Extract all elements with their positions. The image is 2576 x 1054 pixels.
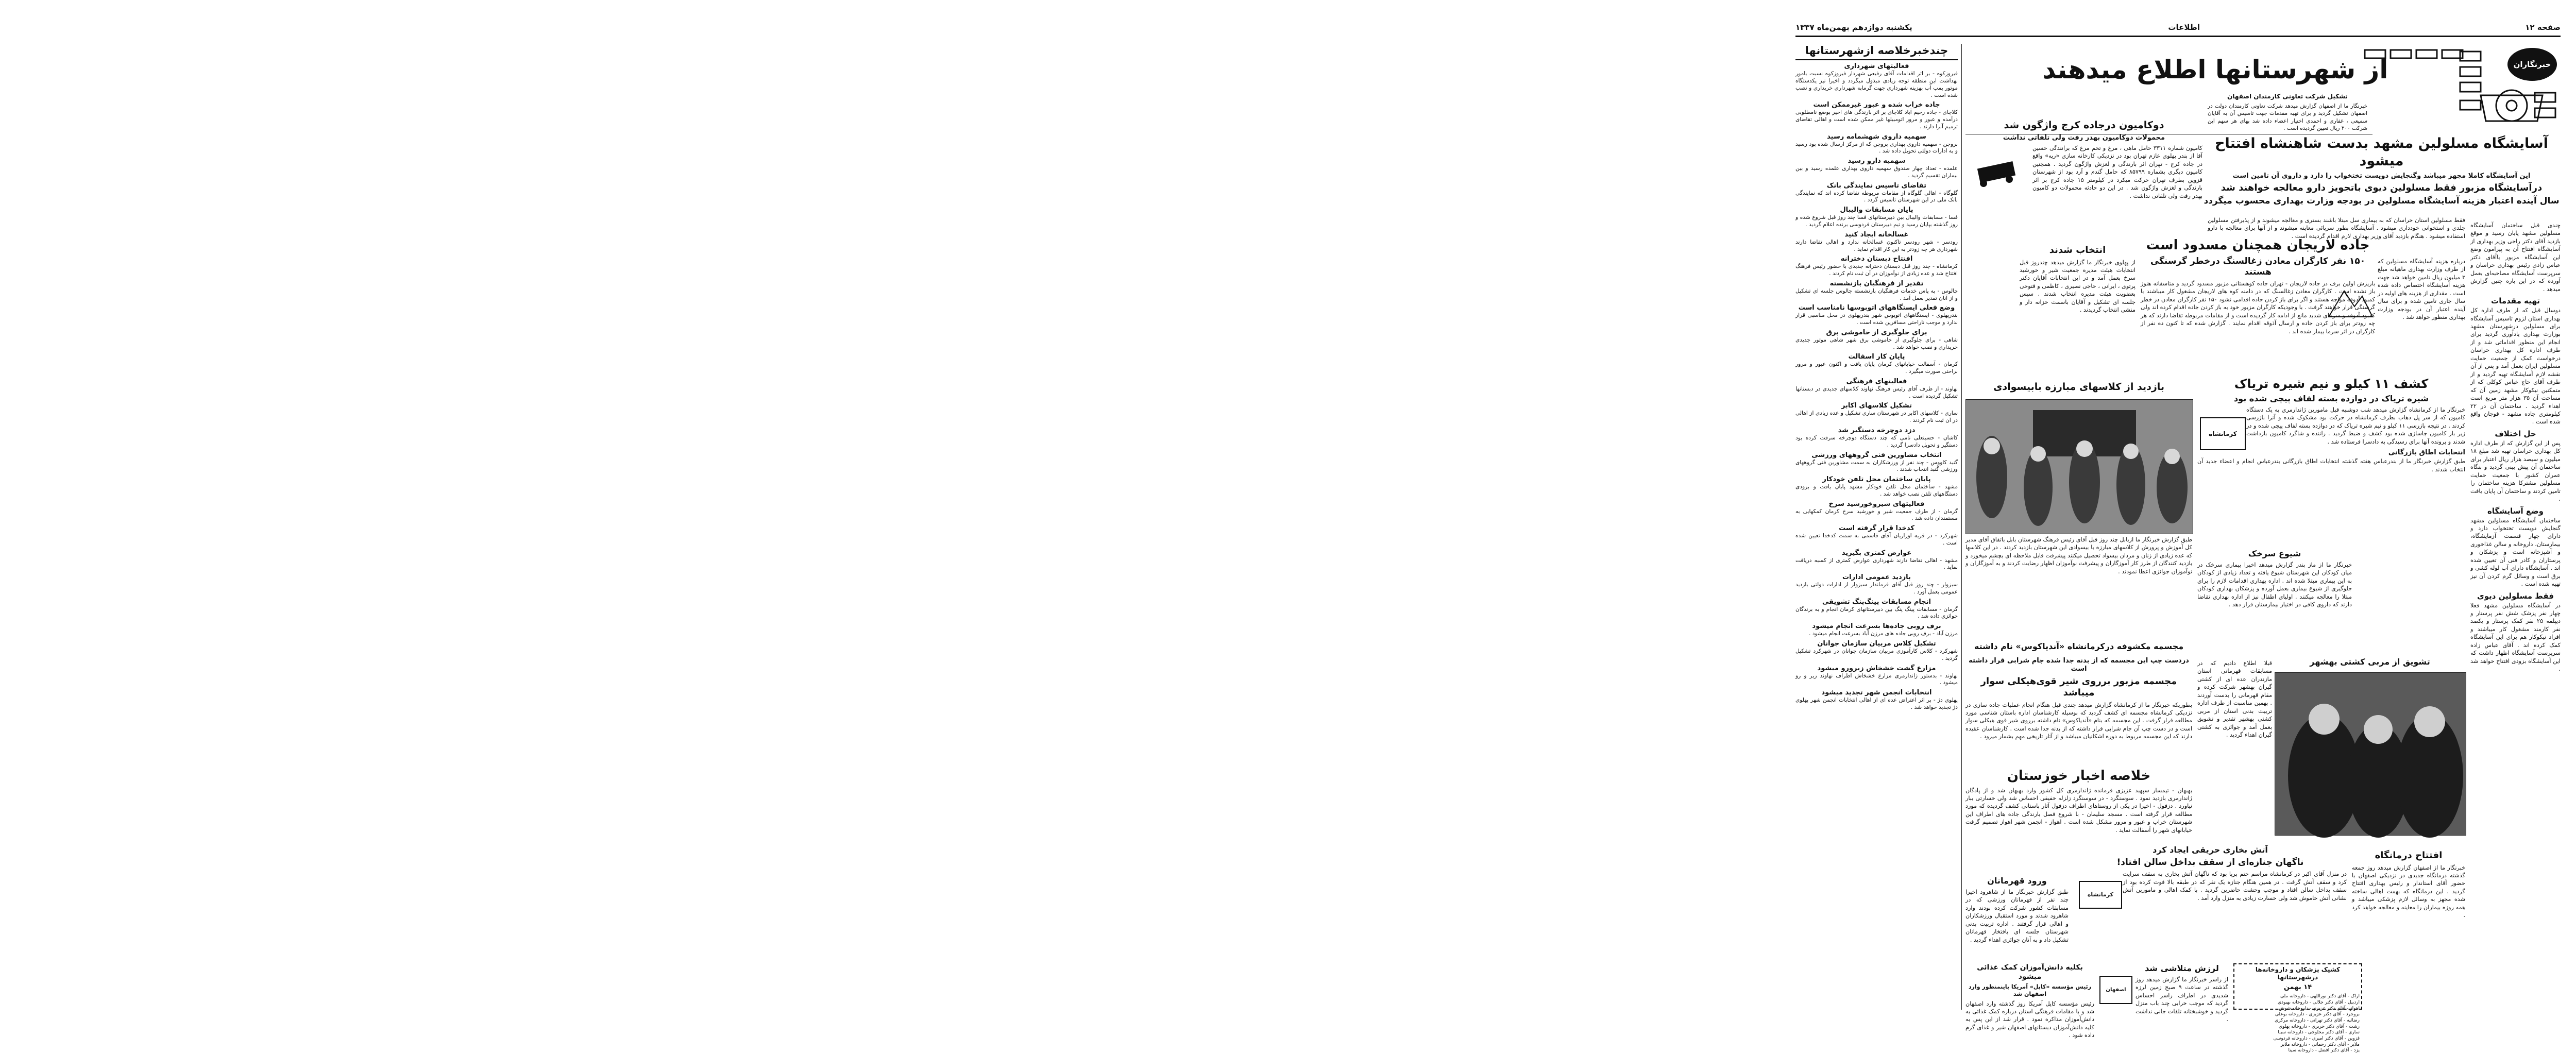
brief-body: کاشان - حسینعلی نامی که چند دستگاه دوچرخه سرقت کرده بود دستگیر و تحویل دادسرا گردید .	[1795, 434, 1958, 448]
isfahan-stamp: اصفهان	[2099, 976, 2132, 1004]
headline: جاده لاریجان همچنان مسدود است	[2146, 237, 2370, 253]
article-body: بطوریکه خبرنگار ما از کرمانشاه گزارش میدهد چندی قبل هنگام انجام عملیات جاده سازی در نزدیکی کرمانشاه مجسمه ای کشف گردید که بوسیله کارشناسان اداره باستان شناسی مورد مطالعه قرار گرفت . این مجسمه که بنام «آندیاکوس» نام داشته برروی شیر قوی هیکلی سوار است و در دست چپ آن جام شرابی قرار داشته که از بدنه جدا شده است . کارشناسان عقیده دارند که این مجسمه مربوط به دوره اشکانیان میباشد و از آثار تاریخی مهم بشمار میرود .	[1965, 701, 2192, 740]
brief-body: رودسر - شهر رودسر تاکنون غسالخانه ندارد و اهالی تقاضا دارند شهرداری هر چه زودتر به این کار اقدام نماید .	[1795, 239, 1958, 252]
article-body: خبرنگار ما از ماز بندر گزارش میدهد اخیرا بیماری سرخک در میان کودکان این شهرستان شیوع یافته و تعداد زیادی از کودکان به این بیماری مبتلا شده اند . اداره بهداری اقدامات لازم را برای جلوگیری از شیوع بیماری بعمل آورده و پزشکان بهداری کودکان مبتلا را معالجه میکنند . اولیای اطفال نیز از اداره بهداری تقاضا دارند که داروی کافی در اختیار بیمارستان قرار دهد .	[2197, 562, 2352, 608]
article-body: طبق گزارش خبرنگار ما ازبابل چند روز قبل آقای رئیس فرهنگ شهرستان بابل باتفاق آقای مدیر کل آموزش و پرورش از کلاسهای مبارزه با بیسوادی این شهرستان بازدید کردند . در این کلاسها که عده زیادی از زنان و مردان بیسواد تحصیل میکنند پیشرفت قابل ملاحظه ای بچشم میخورد و بازدید کنندگان از طرز کار آموزگاران و پیشرفت نوآموزان اظهار رضایت کردند و به آموزگاران و نوآموزان جوائزی اعطا نمودند .	[1965, 536, 2192, 575]
article-body: خبرنگار ما از اصفهان گزارش میدهد روز جمعه گذشته درمانگاه جدیدی در نزدیکی اصفهان با حضور آقای استاندار و رئیس بهداری افتتاح گردید . این درمانگاه که بهمت اهالی ساخته شده مجهز به وسائل لازم پزشکی میباشد و همه روزه بیماران را معاینه و معالجه خواهد کرد .	[2352, 864, 2465, 919]
headline: ورود قهرمانان	[1987, 876, 2047, 886]
brief-body: گنبد کاووس - چند نفر از ورزشکاران به سمت مشاورین فنی گروههای ورزشی گنبد انتخاب شدند .	[1795, 459, 1958, 473]
kermanshah-stamp: کرمانشاه	[2200, 417, 2246, 450]
brief-headline: برای جلوگیری از خاموشی برق	[1826, 328, 1927, 336]
section-subhead: حل اختلاف	[2495, 429, 2536, 438]
lead-line: دردست چپ این مجسمه که از بدنه جدا شده جام شرابی قرار داشته است	[1969, 657, 2189, 673]
mashhad-right-column	[2470, 222, 2561, 1010]
subheadline: شیره تریاک در دوازده بسته لفاف پیچی شده بود	[2233, 394, 2429, 403]
article-body: خبرنگار ما از کرمانشاه گزارش میدهد شب دوشنبه قبل مامورین ژاندارمری به یک دستگاه کامیون که از سر پل ذهاب بطرف کرمانشاه در حرکت بود مشکوک شده و آنرا بازرسی کردند . در نتیجه بازرسی ۱۱ کیلو و نیم شیره تریاک که در دوازده بسته لفاف پیچی شده و در زیر بار کامیون جاسازی شده بود کشف و ضبط گردید . راننده و شاگرد کامیون بازداشت شدند و پرونده آنها برای رسیدگی به دادسرا فرستاده شد .	[2246, 406, 2465, 445]
list-item: اراک - آقای دکتر نوراللهی - داروخانه ملی	[2280, 994, 2360, 999]
brief-headline: افتتاح دبستان دخترانه	[1840, 255, 1913, 263]
wrestlers-photo	[2275, 673, 2466, 835]
brief-list	[1795, 62, 1958, 711]
brief-body: نهاوند - از طرف آقای رئیس فرهنگ نهاوند کلاسهای جدیدی در دبستانها تشکیل گردیده است .	[1795, 385, 1958, 399]
brief-body: بندرپهلوی - ایستگاههای اتوبوس شهر بندرپهلوی در محل مناسبی قرار ندارد و موجب ناراحتی مسافرین شده است .	[1795, 312, 1958, 326]
section-subhead: انتخابات اطاق بازرگانی	[2388, 449, 2465, 457]
newspaper-name: اطلاعات	[2168, 23, 2200, 32]
article-measles	[2197, 549, 2352, 657]
brief-body: گلوگاه - اهالی گلوگاه از مقامات مربوطه تقاضا کرده اند که نمایندگی بانک ملی در این شهرستان تاسیس گردد .	[1795, 190, 1958, 203]
brief-body: کلاچای - جاده رحیم آباد کلاچای بر اثر بارندگی های اخیر بوضع نامطلوبی درآمده و عبور و مرور اتومبیلها غیر ممکن شده است و اهالی تقاضای ترمیم آنرا دارند .	[1795, 109, 1958, 130]
box-title: کشیک پزشکان و داروخانه‌ها درشهرستانها	[2255, 966, 2341, 981]
column-title: چندخبرخلاصه ازشهرستانها	[1795, 44, 1958, 60]
list-item: قزوین - آقای دکتر امیری - داروخانه فردوسی	[2273, 1036, 2360, 1042]
article-body: قبلا اطلاع دادیم که در مسابقات قهرمانی استان مازندران عده ای از کشتی گیران بهشهر شرکت کرده و مقام قهرمانی را بدست آوردند . بهمین مناسبت از طرف اداره تربیت بدنی استان از مربی کشتی بهشهر تقدیر و تشویق بعمل آمد و جوائزی به کشتی گیران اهداء گردید .	[2197, 660, 2272, 739]
article-body: چندی قبل ساختمان آسایشگاه مسلولین مشهد پایان رسید و موقع بازدید آقای دکتر راجی وزیر بهداری از آسایشگاه افتتاح آن به پیرامون وضع این آسایشگاه مزبور باآقای دکتر عباس زادی رئیس بهداری خراسان و سرپرست آسایشگاه مصاحبه‌ای بعمل آورده که در این باره چنین گزارش میدهد .	[2470, 222, 2561, 293]
brief-headline: برف روبی جاده‌ها بسرعت انجام میشود	[1812, 622, 1941, 631]
article-wrestling-body	[2197, 659, 2272, 840]
article-body: بهبهان - تیمسار سپهبد عزیزی فرمانده ژاندارمری کل کشور وارد بهبهان شد و از پادگان ژاندارمری بازدید نمود . سوسنگرد - در سوسنگرد زلزله خفیفی احساس شد ولی خسارتی ببار نیاورد . دزفول - اخیرا در یکی از روستاهای اطراف دزفول آثار باستانی کشف گردیده که مورد مطالعه قرار گرفته است . مسجد سلیمان - با شروع فصل بارندگی جاده های اطراف این شهرستان خراب و عبور و مرور مشکل شده است . اهواز - انجمن شهر اهواز تصمیم گرفت خیابانهای شهر را آسفالت نماید .	[1965, 787, 2192, 834]
brief-headline: تشکیل کلاسهای اکابر	[1841, 402, 1912, 410]
brick-pattern-icon	[2362, 47, 2470, 62]
subheadline: ناگهان جنازه‌ای از سقف بداخل سالن افتاد!	[2116, 857, 2304, 868]
subheadline: مجسمه مزبور برروی شیر قوی‌هیکلی سوار میباشد	[1980, 675, 2177, 698]
article-students	[1965, 963, 2094, 1039]
article-isfahan-coop	[2208, 93, 2367, 134]
article-body: در منزل آقای اکبر در کرمانشاه مراسم ختم برپا بود که ناگهان آتش بخاری به سقف سرایت کرد و سقف آتش گرفت . در همین هنگام جنازه یک نفر که در طبقه بالا فوت کرده بود از سقف بداخل سالن افتاد و موجب وحشت حاضرین گردید . با کمک اهالی و مامورین آتش نشانی آتش خاموش شد ولی خسارت زیادی به منزل وارد آمد .	[2123, 871, 2347, 902]
headline: بکلیه دانش‌آموزان کمک غذائی میشود	[1977, 963, 2083, 981]
brief-headline: دزد دوچرخه دستگیر شد	[1838, 426, 1916, 434]
article-body: فقط مسلولین استان خراسان که به بیماری سل مبتلا باشند بستری و معالجه میشوند و از پذیرفتن مسلولین جلدی و استخوانی خودداری میشود . آسایشگاه بطور سرپائی معاینه میشوند و از آنها برای معالجه با دارو استفاده میشود . هنگام بازدید آقای وزیر بهداری لازم اقدام گردیده است .	[2208, 217, 2465, 240]
brief-headline: فعالیتهای شیروخورشید سرخ	[1828, 500, 1925, 508]
issue-date: یکشنبه دوازدهم بهمن‌ماه ۱۳۳۷	[1795, 23, 1912, 32]
article-mashhad-headlines	[2202, 135, 2561, 207]
article-body: از راسر خبرنگار ما گزارش میدهد روز گذشته در ساعت ۹ صبح زمین لرزه شدیدی در اطراف راسر احساس گردید که موجب خرابی چند باب منزل گردید و خوشبختانه تلفات جانی نداشت .	[2136, 976, 2228, 1023]
list-item: یزد - آقای دکتر افضل - داروخانه سینا	[2288, 1048, 2360, 1053]
brief-body: چالوس - به پاس خدمات فرهنگیان بازنشسته چالوس جلسه ای تشکیل و از آنان تقدیر بعمل آمد .	[1795, 287, 1958, 301]
brief-body: گرمان - مسابقات پینگ پنگ بین دبیرستانهای کرمان انجام و به برندگان جوائزی داده شد .	[1795, 606, 1958, 620]
pharmacy-list	[2236, 994, 2360, 1054]
headline: انتخاب شدند	[2049, 245, 2106, 256]
section-subhead: فقط مسلولین دیوی	[2477, 591, 2554, 601]
classroom-photo	[1966, 400, 2193, 534]
truck-illustration	[1968, 155, 2030, 191]
brief-headline: پایان ساختمان محل تلفن خودکار	[1822, 475, 1931, 484]
article-body: رئیس مؤسسه کاپل آمریکا روز گذشته وارد اصفهان شد و با مقامات فرهنگی استان درباره کمک غذائی به دانش‌آموزان مذاکره نمود . قرار شد از این پس به کلیه دانش‌آموزان دبستانهای اصفهان شیر و غذای گرم داده شود .	[1965, 1000, 2094, 1039]
brief-headline: وضع فعلی ایستگاههای اتوبوسها نامناسب است	[1798, 304, 1955, 312]
section-banner-text: از شهرستانها اطلاع میدهند	[2042, 55, 2388, 84]
headline: بازدید از کلاسهای مبارزه بابیسوادی	[1993, 381, 2165, 393]
headline: آتش بخاری حریقی ایجاد کرد	[2153, 845, 2268, 855]
page-number: صفحه ۱۲	[2525, 23, 2561, 32]
brief-headline: عوارض کمتری بگیرید	[1841, 549, 1912, 557]
brief-headline: پایان مسابقات والیبال	[1840, 206, 1913, 214]
brief-body: مشهد - اهالی تقاضا دارند شهرداری عوارض کمتری از کسبه دریافت نماید .	[1795, 557, 1958, 571]
brief-headline: تقدیر از فرهنگیان بازنشسته	[1829, 279, 1924, 287]
snowy-mountain-icon	[2326, 283, 2375, 319]
brief-body: شهرکرد - در قریه اوزاریان آقای قاسمی به سمت کدخدا تعیین شده است .	[1795, 533, 1958, 546]
mashhad-mid-column	[2378, 258, 2465, 371]
article-literacy-body	[1965, 536, 2192, 639]
photo-literacy-class	[1965, 399, 2193, 534]
brief-headline: فعالیتهای فرهنگی	[1846, 377, 1907, 385]
article-body: طبق گزارش خبرنگار ما از بندرعباس هفته گذشته انتخابات اطاق بازرگانی بندرعباس انجام و اعضاء جدید آن انتخاب شدند .	[2197, 458, 2465, 473]
subheadline: سال آینده اعتبار هزینه آسایشگاه مسلولین در بودجه وزارت بهداری محسوب میگردد	[2204, 196, 2560, 207]
headline: دوکامیون درجاده کرج واژگون شد	[2004, 120, 2164, 131]
column-rule	[1961, 44, 1962, 1010]
brief-body: فیروزکوه - بر اثر اقدامات آقای رفیعی شهردار فیروزکوه نسبت بامور بهداشت این منطقه توجه زیادی مبذول میگردد و اخیرا نیز یکدستگاه موتور پمپ آب بهزینه شهرداری جهت گرمابه شهرداری خریداری و نصب شده است .	[1795, 71, 1958, 98]
brief-headline: سهمیه دارو رسید	[1848, 157, 1906, 165]
article-body: پس از این گزارش که از طرف اداره کل بهداری خراسان تهیه شد مبلغ ۱۸ میلیون و سیصد هزار ریال اعتبار برای ساختمان آن پیش بینی گردید و بنگاه عمران کشور با جمعیت حمایت مسلولین مشترکا هزینه ساختمان را تامین کردند و ساختمان آن پایان یافت .	[2470, 439, 2561, 503]
subheadline: محمولات دوکامیون بهدر رفت ولی تلفاتی نداشت	[2003, 133, 2165, 142]
article-body: در آسایشگاه مسلولین مشهد فعلا چهار نفر پزشک شش نفر پرستار و دیپلمه ۲۵ نفر کمک پرستار و یکصد نفر کارمند مشغول کار میباشند و افراد نیکوکار هم برای این آسایشگاه کمک کرده اند . آقای عباس زاده سرپرست آسایشگاه اظهار داشت که این آسایشگاه بزودی افتتاح خواهد شد .	[2470, 602, 2561, 673]
overturned-truck-icon	[1968, 155, 2030, 191]
subheadline: ۱۵۰ نفر کارگران معادن زغالسنگ درخطر گرسنگی هستند	[2150, 256, 2366, 277]
brief-headline: تقاضای تاسیس نمایندگی بانک	[1826, 181, 1927, 190]
article-quake	[2136, 963, 2228, 1023]
box-date: ۱۴ بهمن	[2283, 983, 2312, 991]
article-clinic	[2352, 850, 2465, 953]
brief-body: کرمانشاه - چند روز قبل دبستان دخترانه جدیدی با حضور رئیس فرهنگ افتتاح شد و عده زیادی از نوآموزان در آن ثبت نام کردند .	[1795, 263, 1958, 277]
left-column-briefs	[1795, 44, 1958, 1010]
list-item: رضائیه - آقای دکتر تهرانی - داروخانه مرکزی	[2275, 1018, 2360, 1023]
headline: تشکیل شرکت تعاونی کارمندان اصفهان	[2227, 93, 2348, 100]
brief-body: فسا - مسابقات والیبال بین دبیرستانهای فسا چند روز قبل شروع شده و روز گذشته بپایان رسید و تیم دبیرستان فردوسی برنده اعلام گردید .	[1795, 214, 1958, 228]
brief-body: نهاوند - بدستور ژاندارمری مزارع خشخاش اطراف نهاوند زیر و رو میشود .	[1795, 672, 1958, 686]
headline: تشویق از مربی کشتی بهشهر	[2310, 657, 2430, 667]
photo-wrestlers	[2275, 672, 2466, 836]
brief-headline: انجام مسابقات پینگ‌پنگ تشویقی	[1822, 598, 1931, 606]
article-body: باریزش اولین برف در جاده لاریجان - تهران جاده کوهستانی مزبور مسدود گردید و متاسفانه هنوز باز نشده است . کارگران معادن زغالسنگ که در دامنه کوه های لاریجان مشغول کار میباشند با کمبود آذوقه مواجه هستند و اگر برای باز کردن جاده اقدامی نشود ۱۵۰ نفر کارگران معادن در خطر گرسنگی قرار خواهند گرفت . با وجودیکه کارگران مزبور خود به باز کردن جاده اقدام کرده اند ولی کمبود آذوقه و سرمای شدید مانع از ادامه کار گردیده است و از مقامات مربوطه تقاضا دارند که هر چه زودتر برای باز کردن جاده و ارسال آذوقه اقدام نمایند . گزارش شده که تا کنون ده نفر از کارگران در اثر سرما بیمار شده اند .	[2141, 280, 2375, 335]
brief-headline: انتخاب مشاورین فنی گروههای ورزشی	[1811, 451, 1942, 459]
article-body: خبرنگار ما از اصفهان گزارش میدهد شرکت تعاونی کارمندان دولت در اصفهان تشکیل گردید و برای تهیه مقدمات جهت تاسیس آن به آقایان سمیعی ، غفاری و احمدی اختیار اعضاء داده شد بهای هر سهم این شرکت ۲۰۰ ریال تعیین گردیده است .	[2208, 103, 2367, 132]
article-body: طبق گزارش خبرنگار ما از شاهرود اخیرا چند نفر از قهرمانان ورزشی که در مسابقات کشور شرکت کرده بودند وارد شاهرود شدند و مورد استقبال ورزشکاران و اهالی قرار گرفتند . اداره تربیت بدنی شهرستان جلسه ای بافتخار قهرمانان تشکیل داد و به آنان جوائزی اهداء گردید .	[1965, 889, 2069, 943]
article-body: ساختمان آسایشگاه مسلولین مشهد گنجایش دویست تختخواب دارد و دارای چهار قسمت آزمایشگاه، بیمارستان، داروخانه و سالن غذاخوری و آشپزخانه است و پزشکان و پرستاران و کادر فنی آن تعیین شده اند . آسایشگاه دارای آب لوله کشی و برق است و وسائل گرم کردن آن نیز تهیه شده است .	[2470, 517, 2561, 588]
brief-headline: جاده خراب شده و عبور غیرممکن است	[1813, 101, 1940, 109]
article-statue	[1965, 657, 2192, 780]
headline: خلاصه اخبار خوزستان	[2007, 768, 2151, 784]
brief-body: مشهد - ساختمان محل تلفن خودکار مشهد پایان یافت و بزودی دستگاههای تلفن نصب خواهد شد .	[1795, 484, 1958, 497]
list-item: اردبیل - آقای دکتر جلالی - داروخانه بهبودی	[2277, 999, 2360, 1005]
list-item: اهواز - آقای دکتر عزیزی - داروخانه شوش	[2279, 1006, 2360, 1011]
mountain-illustration	[2326, 283, 2375, 319]
article-opium	[2197, 376, 2465, 546]
article-wrestling-headline	[2275, 657, 2465, 672]
article-body: درباره هزینه آسایشگاه مسلولین که از طرف وزارت بهداری ماهیانه مبلغ ۳ میلیون ریال تامین خواهد شد جهت هزینه آسایشگاه اختصاص داده شده است . مقداری از هزینه های اولیه در سال جاری تامین شده و برای سال آینده اعتبار آن در بودجه وزارت بهداری منظور خواهد شد .	[2378, 258, 2465, 321]
headline: آسایشگاه مسلولین مشهد بدست شاهنشاه افتتاح میشود	[2215, 135, 2548, 169]
list-item: ملایر - آقای دکتر رحمانی - داروخانه ملایر	[2280, 1042, 2360, 1047]
section-logo-block	[2455, 44, 2561, 134]
brief-body: پهلوی دژ - بر اثر اعتراض عده ای از اهالی انتخابات انجمن شهر پهلوی دژ تجدید خواهد شد .	[1795, 697, 1958, 710]
headline: لرزش متلاشی شد	[2145, 963, 2219, 973]
brief-headline: فعالیتهای شهرداری	[1844, 62, 1909, 71]
brief-body: علمده - تعداد چهار صندوق سهمیه داروی بهداری علمده رسید و بین بیماران تقسیم گردید .	[1795, 165, 1958, 179]
article-election	[2020, 245, 2136, 366]
section-subhead: تهیه مقدمات	[2491, 296, 2540, 306]
kermanshah-stamp: کرمانشاه	[2079, 881, 2122, 909]
brief-headline: انتخابات انجمن شهر تجدید میشود	[1821, 689, 1932, 697]
brief-headline: کدخدا قرار گرفته است	[1839, 524, 1914, 533]
article-body: دوسال قبل که از طرف اداره کل بهداری استان لزوم تاسیس آسایشگاه برای مسلولین درشهرستان مشهد بوزارت بهداری یادآوری گردید برای انجام این منظور اقداماتی شد و از طرف اداره کل بهداری خراسان درخواست کمک از جمعیت حمایت مسلولین ایران بعمل آمد و پس از آن نقشه لازم آسایشگاه تهیه گردید و از طرف آقای حاج عباس کوکلی که از متمکنین نیکوکار مشهد زمین آن که مساحت آن ۳۵ هزار متر مربع است اهداء گردید . ساختمان آن در ۲۲ کیلومتری جاده مشهد - قوچان واقع شده است .	[2470, 307, 2561, 426]
brief-body: گرمان - از طرف جمعیت شیر و خورشید سرخ کرمان کمکهایی به مستمندان داده شد .	[1795, 508, 1958, 522]
brief-body: شهرکرد - کلاس کارآموزی مربیان سازمان جوانان در شهرکرد تشکیل گردید .	[1795, 648, 1958, 661]
brief-headline: تشکیل کلاس مربیان سازمان جوانان	[1817, 640, 1936, 648]
brief-body: ساری - کلاسهای اکابر در شهرستان ساری تشکیل و عده زیادی از اهالی در آن ثبت نام کردند .	[1795, 410, 1958, 424]
section-logo-text: خبرنگاران ما	[2513, 60, 2551, 90]
list-item: بروجرد - آقای دکتر عزیزی - داروخانه بوعلی	[2275, 1012, 2360, 1017]
list-item: رشت - آقای دکتر حریری - داروخانه پهلوی	[2278, 1024, 2360, 1029]
section-subhead: وضع آسایشگاه	[2487, 506, 2544, 516]
article-body: از پهلوی خبرنگار ما گزارش میدهد چندروز قبل انتخابات هیئت مدیره جمعیت شیر و خورشید سرخ بعمل آمد و در این انتخابات آقایان دکتر پرتوی ، ایرانی ، حاجی نصیری ، کاظمی و فتوحی بعضویت هیئت مدیره انتخاب شدند . سپس جلسه ای تشکیل و آقایان باسمت خزانه دار و منشی انتخاب گردیدند .	[2020, 259, 2136, 314]
headline: کشف ۱۱ کیلو و نیم شیره تریاک	[2234, 377, 2429, 391]
article-literacy-headline	[1965, 381, 2192, 397]
brief-body: شاهی - برای جلوگیری از خاموشی برق شهر شاهی موتور جدیدی خریداری و نصب خواهد شد .	[1795, 336, 1958, 350]
subheadline: این آسایشگاه کاملا مجهز میباشد وگنجایش دویست تختخواب را دارد و داروی آن تامین است	[2232, 172, 2531, 180]
masthead	[1795, 21, 2561, 37]
headline: افتتاح درمانگاه	[2375, 850, 2443, 861]
brief-headline: غسالخانه ایجاد کنید	[1844, 230, 1909, 239]
banner-deco	[2362, 47, 2470, 62]
pharmacy-duty-box	[2233, 963, 2362, 1053]
brief-body: مرزن آباد - برف روبی جاده های مرزن آباد بسرعت انجام میشود .	[1808, 631, 1958, 637]
brief-headline: مزارع گشت خشخاش زیرورو میشود	[1817, 664, 1936, 672]
brief-body: بروجن - سهمیه داروی بهداری بروجن که از مرکز ارسال شده بود رسید و به ادارات دولتی تحویل داده شد .	[1795, 141, 1958, 155]
subheadline: رئیس مؤسسه «کاپل» آمریکا باینمنظور وارد اصفهان شد	[1968, 983, 2092, 997]
article-body: کامیون شماره ۳۳۱۱ حامل ماهی ، مرغ و تخم مرغ که برانندگی حسین آقا از بندر پهلوی عازم تهران بود در نزدیکی کارخانه سازی «ریه» واقع در جاده کرج - تهران اثر بارندگی و لغزش واژگون گردید . همچنین کامیون دیگری بشماره ۸۵۷۹۹ که حامل گندم و آرد بود از شهرستان قزوین بطرف تهران حرکت میکرد در کیلومتر ۱۵ جاده کرج بر اثر بارندگی و لغزش واژگون شد . در این دو حادثه محمولات دو کامیون بهدر رفت ولی تلفاتی نداشت .	[2032, 145, 2202, 199]
brief-headline: بازدید عمومی ادارات	[1842, 573, 1911, 582]
headline: مجسمه مکشوفه درکرمانشاه «آندیاکوس» نام داشته	[1974, 641, 2184, 651]
brief-headline: سهمیه داروی شهشمامه رسید	[1827, 132, 1926, 141]
brief-body: کرمان - آسفالت خیابانهای کرمان پایان یافت و اکنون عبور و مرور براحتی صورت میگیرد .	[1795, 361, 1958, 375]
subheadline: درآسایشگاه مزبور فقط مسلولین دیوی باتجویز دارو معالجه خواهند شد	[2221, 182, 2543, 193]
brief-body: سبزوار - چند روز قبل آقای فرماندار سبزوار از ادارات دولتی بازدید عمومی بعمل آورد .	[1795, 582, 1958, 595]
brief-headline: پایان کار اسفالت	[1848, 353, 1905, 361]
list-item: ساری - آقای دکتر محلوجی - داروخانه سینا	[2278, 1030, 2360, 1035]
headline: شیوع سرخک	[2248, 549, 2301, 558]
